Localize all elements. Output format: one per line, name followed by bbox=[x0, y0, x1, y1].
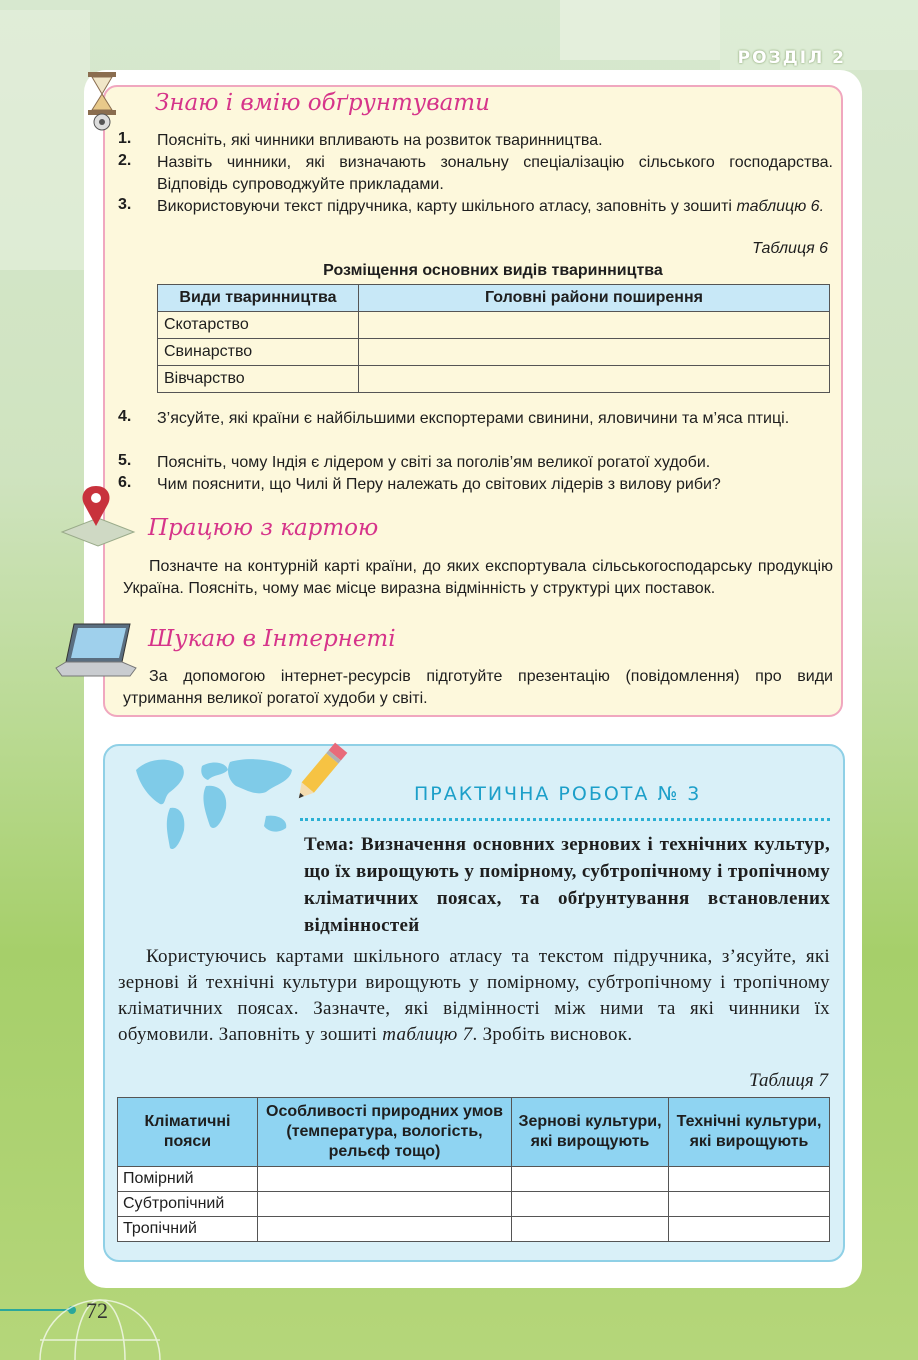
question-text: З’ясуйте, які країни є найбільшими експортерами свинини, яловичини та м’яса птиці. bbox=[157, 410, 790, 427]
table-header: Головні райони поширення bbox=[359, 285, 830, 312]
internet-task-text: За допомогою інтернет-ресурсів підготуйте презентацію (повідомлення) про види утримання великої рогатої худоби у світі. bbox=[123, 668, 833, 707]
table-cell bbox=[258, 1217, 512, 1242]
table-cell bbox=[359, 339, 830, 366]
table-cell: Помірний bbox=[118, 1167, 258, 1192]
question-text: Чим пояснити, що Чилі й Перу належать до світових лідерів з вилову риби? bbox=[157, 476, 721, 493]
question-text: Поясніть, чому Індія є лідером у світі за поголів’ям великої рогатої худоби. bbox=[157, 454, 711, 471]
table-ref: таблицю 6. bbox=[736, 198, 825, 215]
table7-label: Таблиця 7 bbox=[749, 1070, 828, 1091]
table-cell: Вівчарство bbox=[158, 366, 359, 393]
table-cell: Субтропічний bbox=[118, 1192, 258, 1217]
table-cell: Скотарство bbox=[158, 312, 359, 339]
heading-map: Працюю з картою bbox=[148, 515, 379, 541]
table-cell bbox=[669, 1192, 830, 1217]
page-number: 72 bbox=[86, 1298, 108, 1323]
practical-title: ПРАКТИЧНА РОБОТА № 3 bbox=[414, 783, 702, 805]
table-cell: Тропічний bbox=[118, 1217, 258, 1242]
table-header: Види тваринництва bbox=[158, 285, 359, 312]
question-number: 6. bbox=[118, 474, 132, 491]
question-text: Використовуючи текст підручника, карту шкільного атласу, заповніть у зошиті таблицю 6. bbox=[157, 198, 825, 215]
map-task-text: Позначте на контурній карті країни, до яких експортувала сільськогосподарську продукцію Україна. Поясніть, чому має місце виразна відмінність у структурі цих поставок. bbox=[123, 558, 833, 597]
table-cell bbox=[512, 1217, 669, 1242]
dotted-divider bbox=[300, 818, 830, 821]
table-header: Зернові культури, які вирощують bbox=[512, 1098, 669, 1167]
table-cell bbox=[512, 1192, 669, 1217]
table-cell bbox=[669, 1167, 830, 1192]
table-cell bbox=[258, 1192, 512, 1217]
table-cell bbox=[359, 366, 830, 393]
heading-internet: Шукаю в Інтернеті bbox=[148, 626, 396, 652]
table-row bbox=[158, 366, 830, 393]
heading-know: Знаю і вмію обґрунтувати bbox=[155, 90, 490, 116]
practical-theme: Тема: Визначення основних зернових і технічних культур, що їх вирощують у помірному, субтропічному і тропічному кліматичних поясах, та обґрунтування встановлених відмінностей bbox=[304, 834, 830, 936]
question-number: 4. bbox=[118, 408, 132, 425]
table-ref: таблицю 7 bbox=[382, 1024, 473, 1045]
table-cell bbox=[669, 1217, 830, 1242]
pencil-icon bbox=[288, 738, 352, 808]
table-row bbox=[158, 339, 830, 366]
table-header: Кліматичні пояси bbox=[118, 1098, 258, 1167]
question-text: Поясніть, які чинники впливають на розвиток тваринництва. bbox=[157, 132, 603, 149]
section-tag: РОЗДІЛ 2 bbox=[737, 48, 846, 68]
table-header: Особливості природних умов (температура, вологість, рельєф тощо) bbox=[258, 1098, 512, 1167]
table6 bbox=[157, 284, 830, 393]
table-row bbox=[158, 312, 830, 339]
table6-title: Розміщення основних видів тваринництва bbox=[323, 262, 663, 279]
table-row bbox=[118, 1192, 830, 1217]
question-number: 5. bbox=[118, 452, 132, 469]
world-map-icon bbox=[130, 752, 300, 862]
hourglass-icon bbox=[80, 70, 128, 132]
table-row bbox=[118, 1217, 830, 1242]
table-header: Технічні культури, які вирощують bbox=[669, 1098, 830, 1167]
question-number: 1. bbox=[118, 130, 132, 147]
map-pin-icon bbox=[58, 480, 138, 550]
table6-label: Таблиця 6 bbox=[752, 240, 828, 257]
question-number: 3. bbox=[118, 196, 132, 213]
question-text: Назвіть чинники, які визначають зональну спеціалізацію сільського господарства. Відповідь супроводжуйте прикладами. bbox=[157, 154, 833, 193]
table-row bbox=[118, 1167, 830, 1192]
practical-body: Користуючись картами шкільного атласу та текстом підручника, з’ясуйте, які зернові й технічні культури вирощують у помірному, субтропічному і тропічному кліматичних поясах. Зазначте, які відмінності між ними та які чинники їх обумовили. Заповніть у зошиті таблицю 7. Зробіть висновок. bbox=[118, 946, 830, 1045]
table-cell: Свинарство bbox=[158, 339, 359, 366]
question-number: 2. bbox=[118, 152, 132, 169]
table7 bbox=[117, 1097, 830, 1242]
table-cell bbox=[512, 1167, 669, 1192]
table-cell bbox=[359, 312, 830, 339]
table-cell bbox=[258, 1167, 512, 1192]
